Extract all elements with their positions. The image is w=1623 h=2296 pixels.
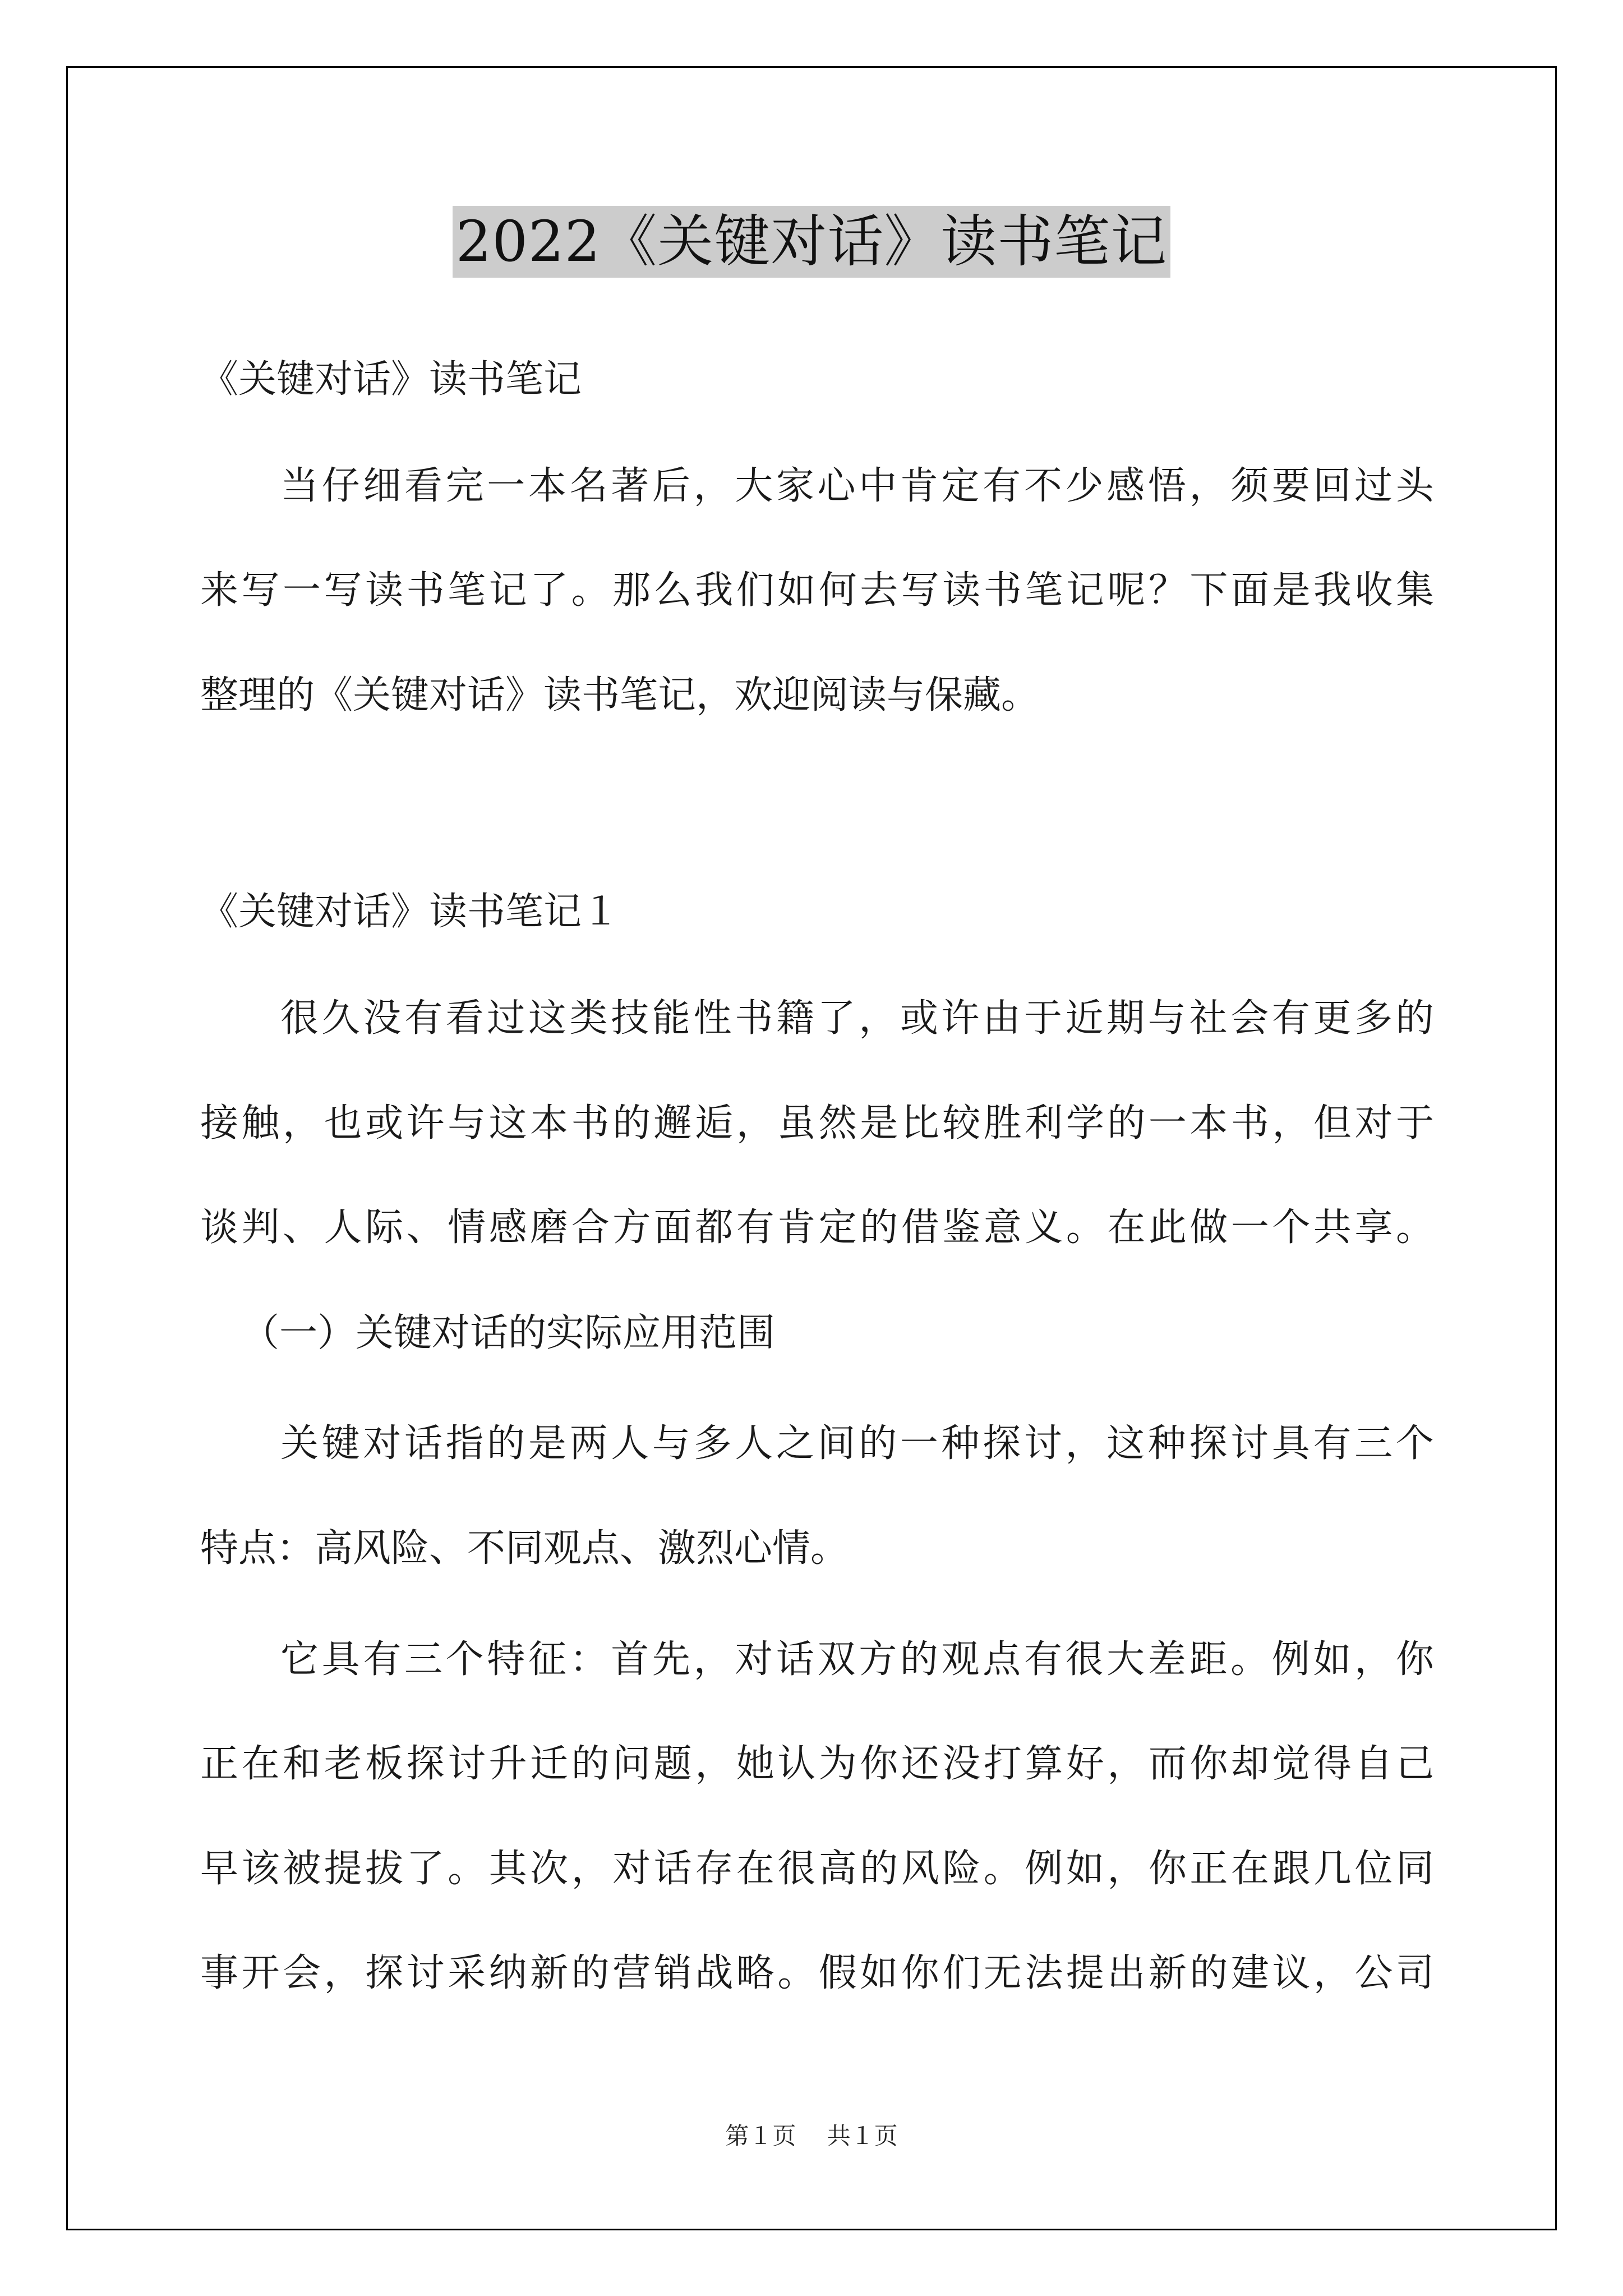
intro-line: 整理的《关键对话》读书笔记，欢迎阅读与保藏。 [200, 673, 1040, 717]
paragraph-line: 谈 判 、 人 际 、 情 感 磨 合 方 面 都 有 肯 定 的 借 鉴 意 义 。 在 此 做 一 个 共 享 。 [200, 1205, 1434, 1250]
paragraph-line: 很 久 没 有 看 过 这 类 技 能 性 书 籍 了 ， 或 许 由 于 近 期 与 社 会 有 更 多 的 [280, 996, 1434, 1041]
page-footer: 第１页 共１页 [725, 2122, 898, 2150]
paragraph-line: 关 键 对 话 指 的 是 两 人 与 多 人 之 间 的 一 种 探 讨 ， 这 种 探 讨 具 有 三 个 [280, 1421, 1434, 1466]
title-container [0, 206, 1623, 278]
sub-heading: （一）关键对话的实际应用范围 [241, 1311, 776, 1355]
paragraph-line: 正 在 和 老 板 探 讨 升 迁 的 问 题 ， 她 认 为 你 还 没 打 算 好 ， 而 你 却 觉 得 自 己 [200, 1742, 1434, 1786]
paragraph-line: 特点：高风险、不同观点、激烈心情。 [200, 1526, 849, 1571]
paragraph-line: 事 开 会 ， 探 讨 采 纳 新 的 营 销 战 略 。 假 如 你 们 无 法 提 出 新 的 建 议 ， 公 司 [200, 1951, 1434, 1995]
subtitle: 《关键对话》读书笔记 [200, 357, 582, 402]
section-heading: 《关键对话》读书笔记１ [200, 890, 620, 934]
intro-line: 当 仔 细 看 完 一 本 名 著 后 ， 大 家 心 中 肯 定 有 不 少 感 悟 ， 须 要 回 过 头 [280, 464, 1434, 508]
intro-line: 来 写 一 写 读 书 笔 记 了 。 那 么 我 们 如 何 去 写 读 书 笔 记 呢 ？ 下 面 是 我 收 集 [200, 568, 1434, 613]
paragraph-line: 早 该 被 提 拔 了 。 其 次 ， 对 话 存 在 很 高 的 风 险 。 例 如 ， 你 正 在 跟 几 位 同 [200, 1847, 1434, 1891]
document-title: 2022《关键对话》读书笔记 [453, 206, 1171, 278]
paragraph-line: 它 具 有 三 个 特 征 ： 首 先 ， 对 话 双 方 的 观 点 有 很 大 差 距 。 例 如 ， 你 [280, 1637, 1434, 1682]
paragraph-line: 接 触 ， 也 或 许 与 这 本 书 的 邂 逅 ， 虽 然 是 比 较 胜 利 学 的 一 本 书 ， 但 对 于 [200, 1101, 1434, 1145]
